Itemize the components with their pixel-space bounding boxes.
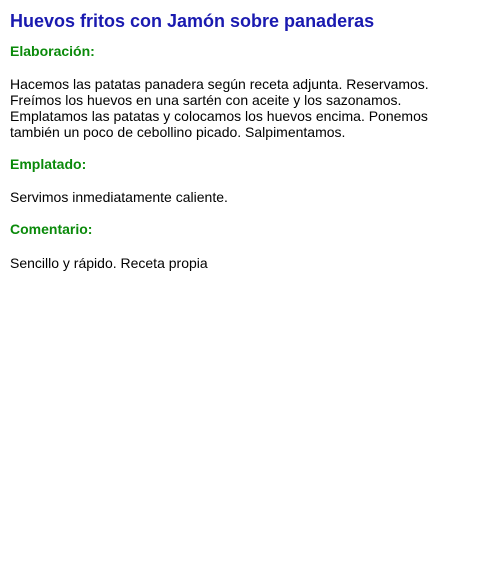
section-heading-elaboracion: Elaboración:: [10, 43, 95, 59]
section-heading-comentario: Comentario:: [10, 221, 93, 237]
section-comentario: [10, 220, 479, 271]
section-body-emplatado: Servimos inmediatamente caliente.: [10, 189, 228, 205]
section-emplatado: [10, 155, 479, 205]
section-heading-emplatado: Emplatado:: [10, 156, 87, 172]
section-body-elaboracion: Hacemos las patatas panadera según receta adjunta. Reservamos. Freímos los huevos en una sartén con aceite y los sazonamos. Emplatamos las patatas y colocamos los huevos encima. Ponemos también un poco de cebollino picado. Salpimentamos.: [10, 76, 429, 140]
section-body-comentario: Sencillo y rápido. Receta propia: [10, 255, 208, 271]
section-elaboracion: [10, 42, 479, 140]
recipe-title: Huevos fritos con Jamón sobre panaderas: [10, 11, 375, 31]
recipe-page: [0, 0, 489, 271]
